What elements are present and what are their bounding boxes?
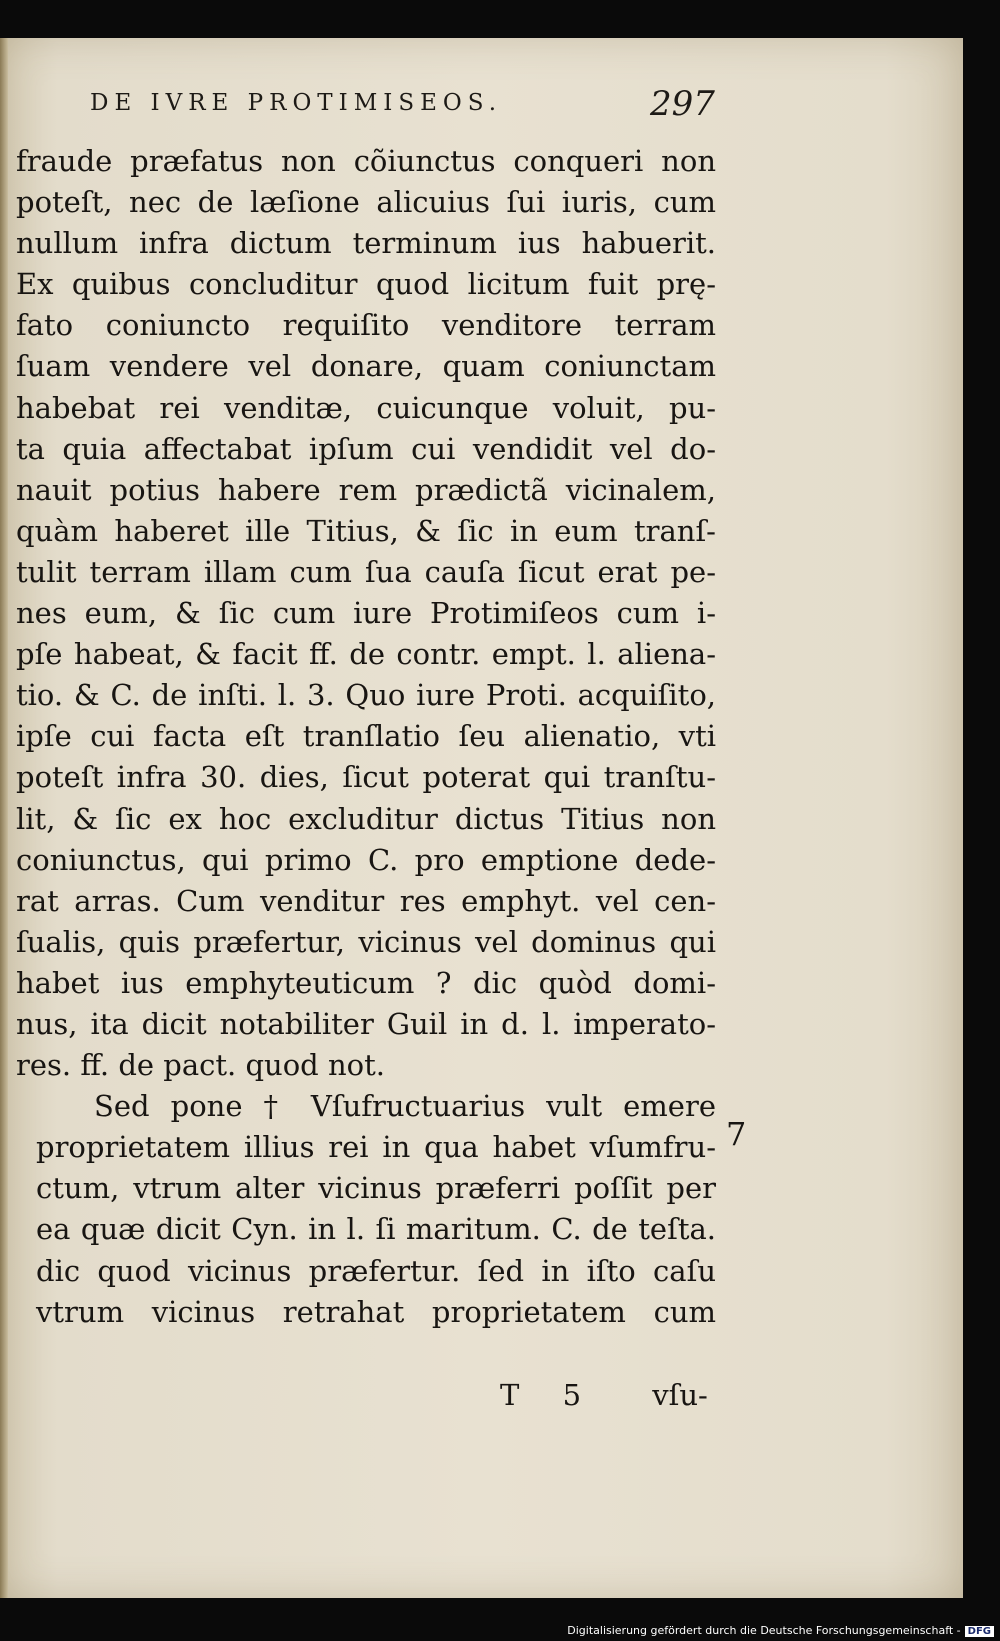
text-line: ta quia affectabat ipſum cui vendidit vel do- [16, 431, 716, 466]
text-line: habebat rei venditæ, cuicunque voluit, pu- [16, 390, 716, 425]
digitization-credit [567, 1624, 994, 1637]
text-line: Ex quibus concluditur quod licitum fuit prę- [16, 267, 716, 302]
book-page [0, 38, 963, 1598]
catchline [500, 1378, 708, 1412]
paragraph-1 [16, 141, 716, 1086]
text-line: tulit terram illam cum ſua cauſa ſicut erat pe- [16, 554, 716, 589]
text-line: lit, & ſic ex hoc excluditur dictus Titius non [16, 801, 716, 836]
text-line: pſe habeat, & facit ff. de contr. empt. l. aliena- [16, 637, 716, 672]
page-content [0, 38, 963, 1598]
signature-mark: T [500, 1378, 520, 1412]
text-line: poteſt, nec de læſione alicuius ſui iuris, cum [16, 185, 716, 220]
text-line: dic quod vicinus præfertur. ſed in iſto caſu [36, 1253, 716, 1288]
text-line: proprietatem illius rei in qua habet vſumfru- [36, 1130, 716, 1165]
credit-text: Digitalisierung gefördert durch die Deutsche Forschungsgemeinschaft - [567, 1624, 961, 1637]
paragraph-2 [16, 1086, 716, 1333]
text-line: quàm haberet ille Titius, & ſic in eum tranſ- [16, 513, 716, 548]
text-line: res. ff. de pact. quod not. [16, 1048, 385, 1083]
text-line: poteſt infra 30. dies, ſicut poterat qui tranſtu- [16, 760, 716, 795]
text-line: fraude præfatus non cõiunctus conqueri non [16, 144, 716, 178]
catchword: vſu- [652, 1378, 708, 1412]
body-text [16, 141, 716, 1333]
text-line: ſualis, quis præfertur, vicinus vel dominus qui [16, 924, 716, 959]
running-title: DE IVRE PROTIMISEOS. [90, 90, 503, 116]
text-line: ſuam vendere vel donare, quam coniunctam [16, 349, 716, 384]
text-line: nauit potius habere rem prædictã vicinalem, [16, 472, 716, 507]
text-line: nus, ita dicit notabiliter Guil in d. l. imperato- [16, 1006, 716, 1041]
text-line: Sed pone † Vſufructuarius vult emere [94, 1089, 716, 1124]
text-line: rat arras. Cum venditur res emphyt. vel cen- [16, 883, 716, 918]
text-line: coniunctus, qui primo C. pro emptione dede- [16, 842, 716, 877]
text-line: tio. & C. de inſti. l. 3. Quo iure Proti. acquiſito, [16, 678, 716, 713]
text-line: vtrum vicinus retrahat proprietatem cum [36, 1294, 716, 1329]
page-number: 297 [650, 84, 715, 124]
signature-number: 5 [562, 1378, 582, 1412]
text-line: nullum infra dictum terminum ius habuerit. [16, 226, 716, 261]
text-line: ctum, vtrum alter vicinus præferri poſſit per [36, 1171, 716, 1206]
text-line: nes eum, & ſic cum iure Protimiſeos cum i- [16, 596, 716, 631]
dfg-logo: DFG [965, 1626, 994, 1637]
text-line: habet ius emphyteuticum ? dic quòd domi- [16, 965, 716, 1000]
text-line: ipſe cui facta eſt tranſlatio ſeu alienatio, vti [16, 719, 716, 754]
text-line: fato coniuncto requiſito venditore terram [16, 308, 716, 343]
text-line: ea quæ dicit Cyn. in l. ſi maritum. C. de teſta. [36, 1212, 716, 1247]
margin-note-number: 7 [726, 1115, 747, 1153]
